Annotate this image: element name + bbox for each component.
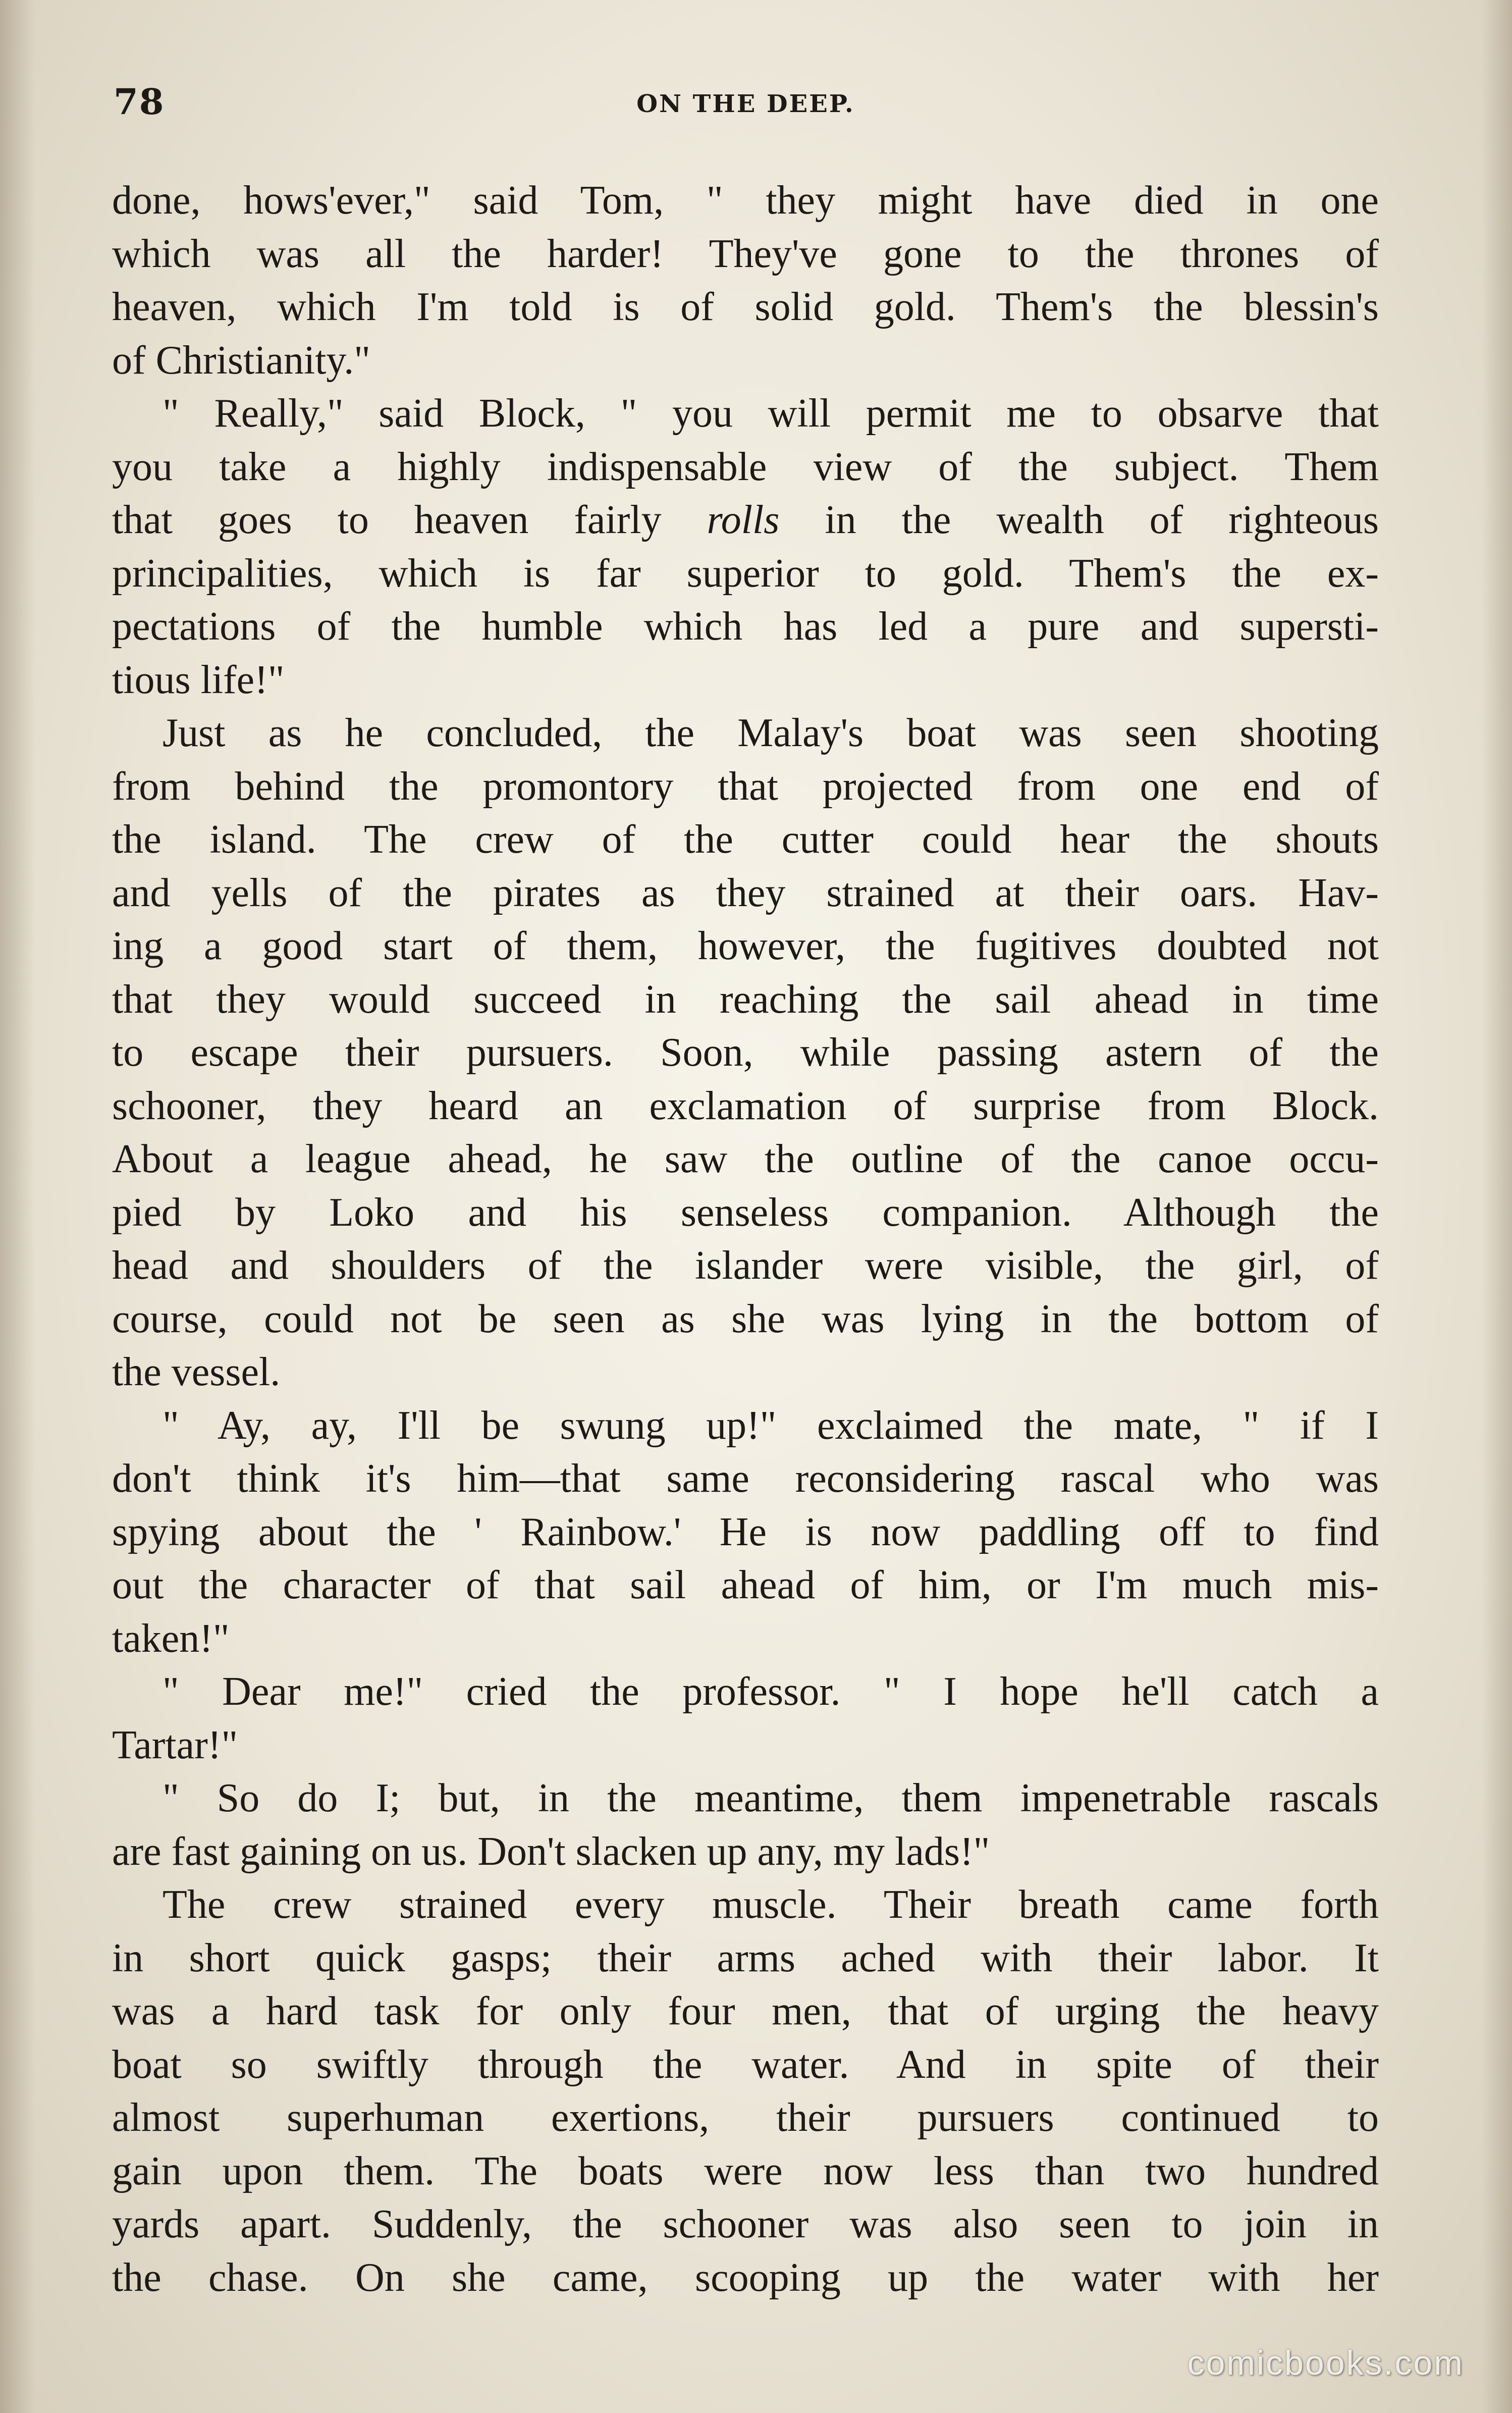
text-line: that they would succeed in reaching the sail ahead in time [112,977,1379,1022]
text-line: are fast gaining on us. Don't slacken up any, my lads!" [112,1829,990,1874]
body-text [112,174,1379,2304]
text-line: out the character of that sail ahead of him, or I'm much mis- [112,1563,1379,1607]
text-line: Just as he concluded, the Malay's boat was seen shooting [163,711,1379,755]
text-line: of Christianity." [112,338,370,383]
text-line: in short quick gasps; their arms ached with their labor. It [112,1935,1379,1980]
text-line: schooner, they heard an exclamation of surprise from Block. [112,1083,1379,1128]
text-line: ing a good start of them, however, the fugitives doubted not [112,924,1379,968]
emphasis: rolls [707,498,780,542]
text-line: " Ay, ay, I'll be swung up!" exclaimed the mate, " if I [163,1403,1379,1448]
text-line: " Dear me!" cried the professor. " I hope he'll catch a [163,1669,1379,1714]
text-line: to escape their pursuers. Soon, while passing astern of the [112,1030,1379,1075]
running-head: ON THE DEEP. [636,90,855,118]
text-line: the vessel. [112,1350,281,1394]
text-line: course, could not be seen as she was lying in the bottom of [112,1296,1379,1341]
page-edge-shadow-right [1482,0,1512,2413]
text-line: don't think it's him—that same reconsidering rascal who was [112,1456,1379,1501]
text-line: About a league ahead, he saw the outline of the canoe occu- [112,1137,1379,1181]
text-line: boat so swiftly through the water. And in spite of their [112,2042,1379,2087]
text-line: you take a highly indispensable view of the subject. Them [112,444,1379,489]
text-line: pectations of the humble which has led a pure and supersti- [112,604,1379,649]
text-line: pied by Loko and his senseless companion. Although the [112,1190,1379,1235]
text-line: taken!" [112,1616,230,1661]
text-line: spying about the ' Rainbow.' He is now paddling off to find [112,1509,1379,1554]
text-line: tious life!" [112,657,285,702]
text-line: principalities, which is far superior to gold. Them's the ex- [112,551,1379,596]
text-line: yards apart. Suddenly, the schooner was also seen to join in [112,2202,1379,2246]
text-line: Tartar!" [112,1722,238,1767]
page-header [114,76,1378,131]
text-line: The crew strained every muscle. Their breath came forth [163,1882,1379,1927]
text-line: that goes to heaven fairly rolls in the wealth of righteous [112,498,1379,542]
text-line: the chase. On she came, scooping up the water with her [112,2255,1379,2300]
text-line: and yells of the pirates as they strained at their oars. Hav- [112,870,1379,915]
text-line: heaven, which I'm told is of solid gold. Them's the blessin's [112,285,1379,329]
text-line: done, hows'ever," said Tom, " they might have died in one [112,178,1379,223]
text-line: head and shoulders of the islander were visible, the girl, of [112,1243,1379,1288]
page-edge-shadow-left [0,0,35,2413]
text-line: almost superhuman exertions, their pursuers continued to [112,2095,1379,2140]
text-line: which was all the harder! They've gone to the thrones of [112,231,1379,276]
watermark-logo: comicbooks.com [1187,2344,1464,2382]
text-line: the island. The crew of the cutter could hear the shouts [112,817,1379,862]
text-line: was a hard task for only four men, that of urging the heavy [112,1989,1379,2033]
text-line: gain upon them. The boats were now less than two hundred [112,2148,1379,2193]
text-line: from behind the promontory that projected from one end of [112,764,1379,809]
text-line: " So do I; but, in the meantime, them impenetrable rascals [163,1776,1379,1820]
text-line: " Really," said Block, " you will permit me to obsarve that [163,391,1379,436]
page-number: 78 [114,81,165,123]
